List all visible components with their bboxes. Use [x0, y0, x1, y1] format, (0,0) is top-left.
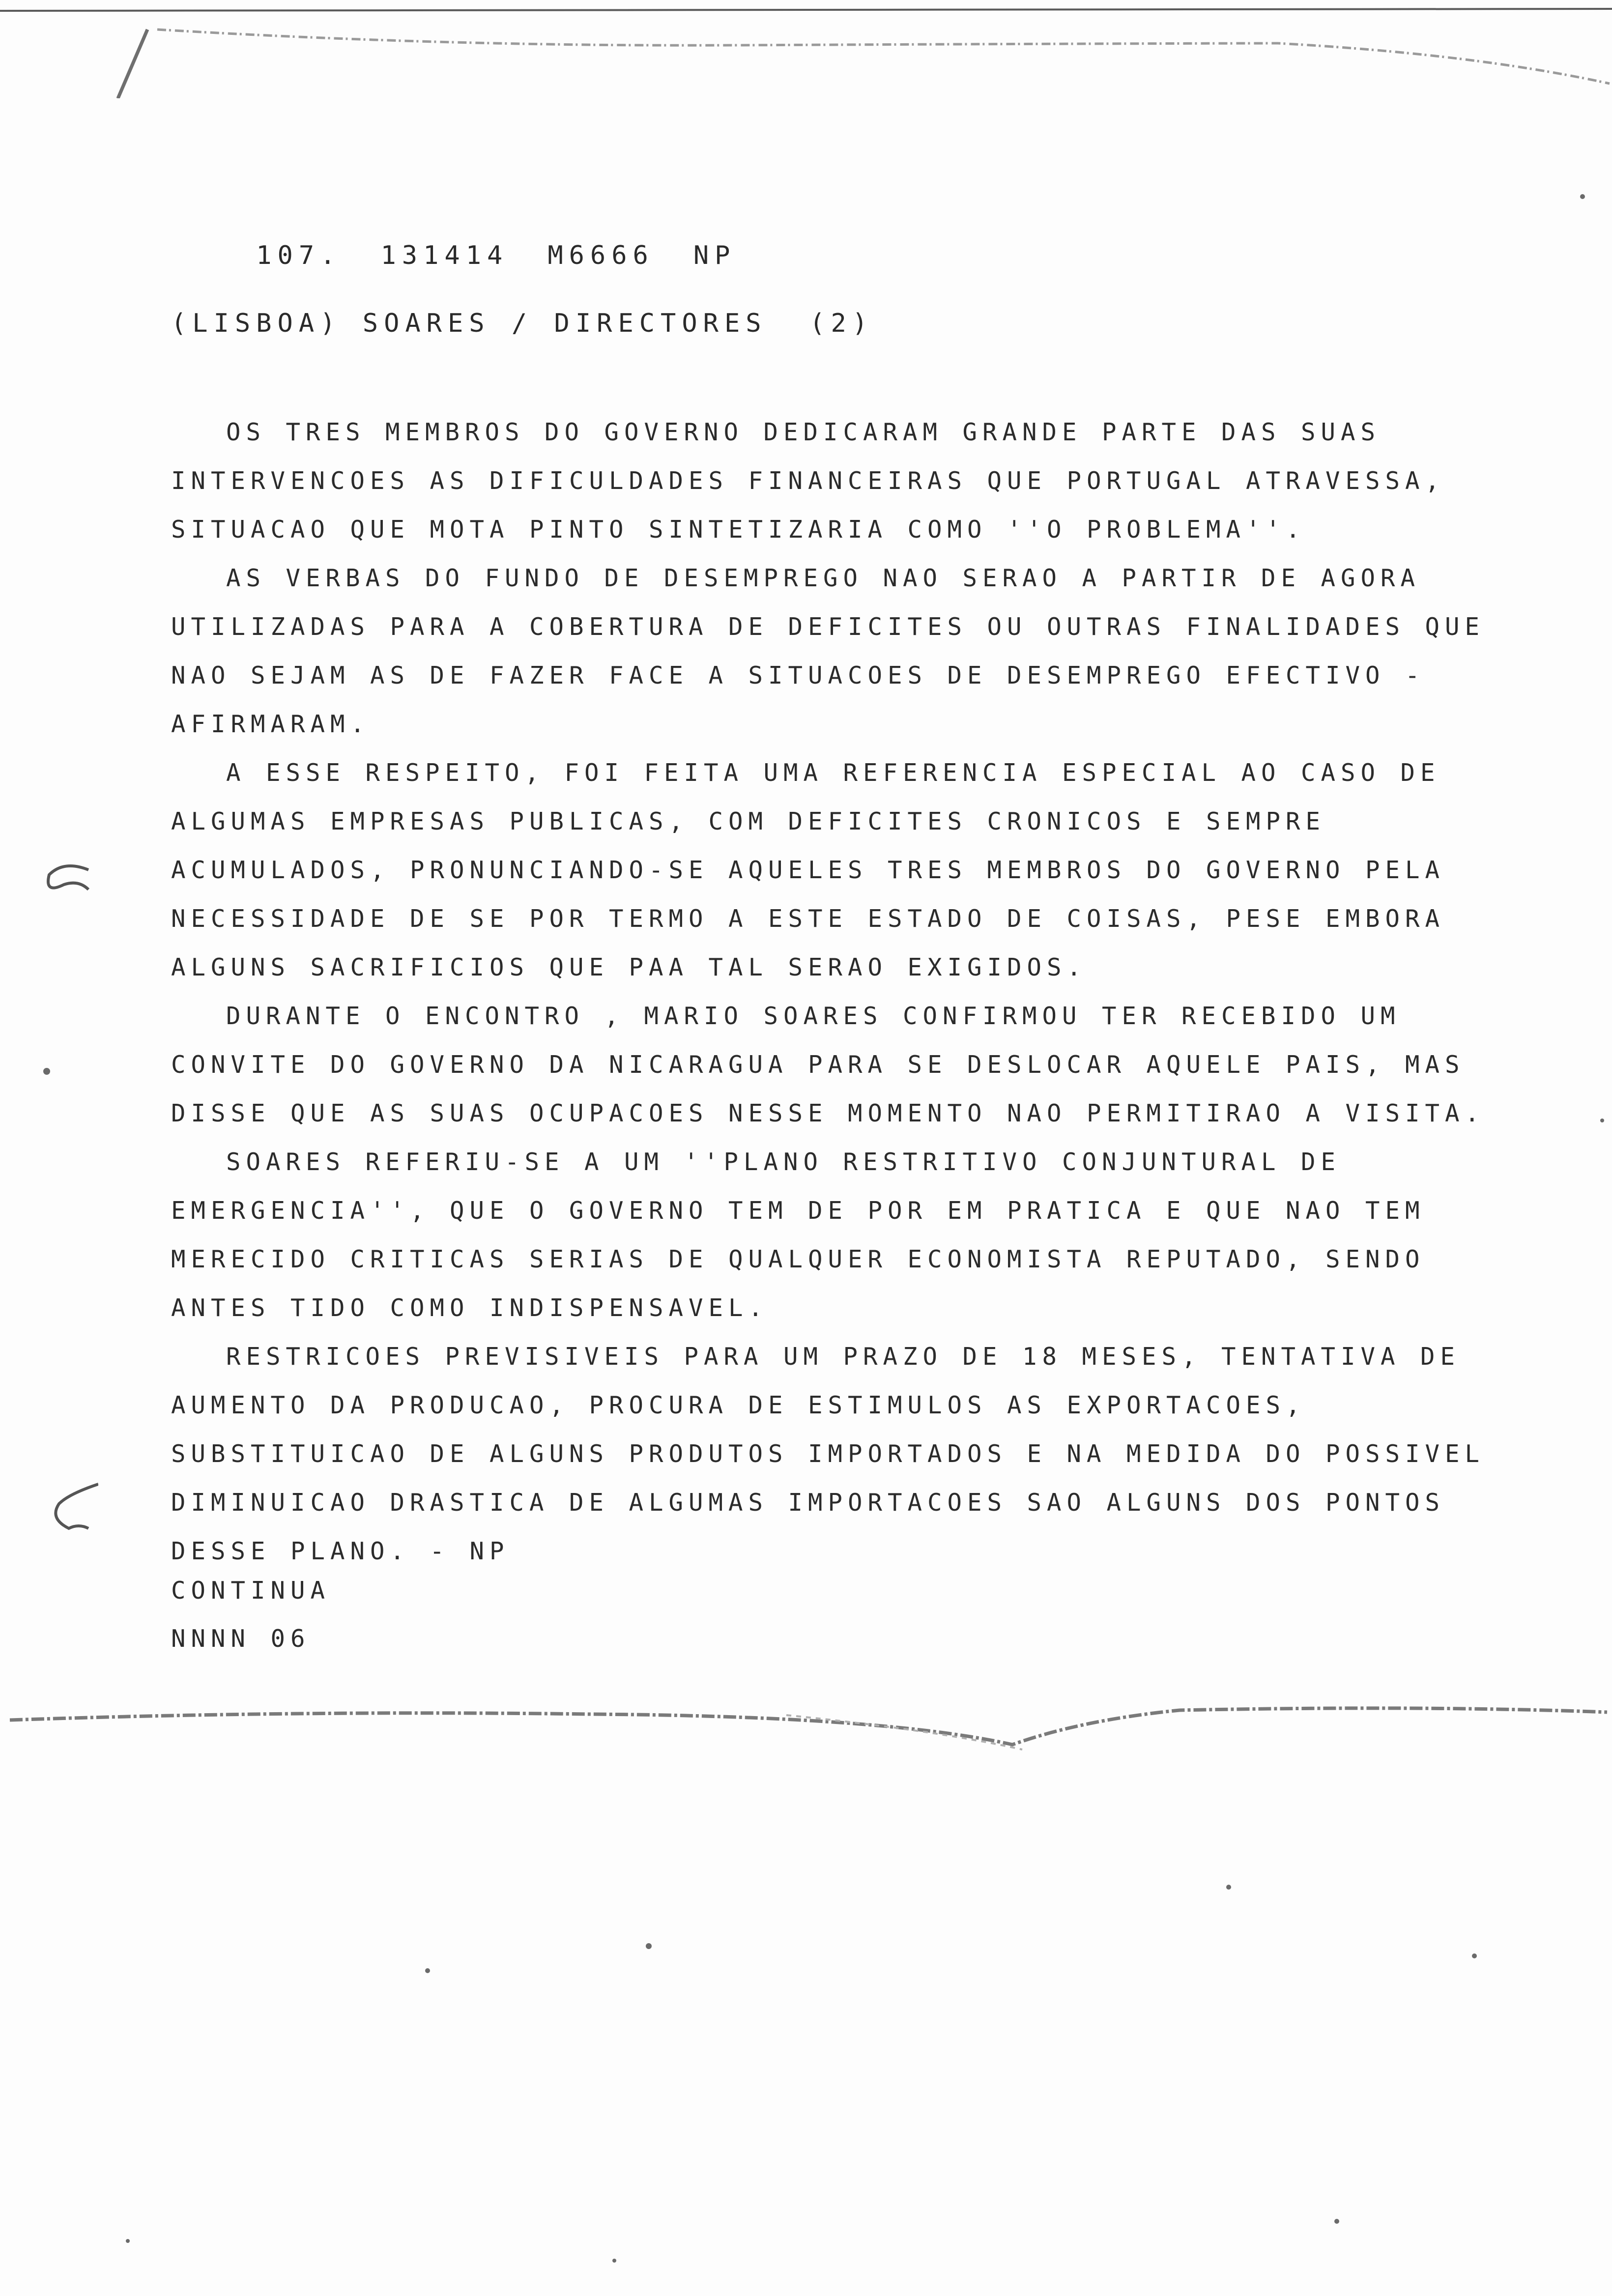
paragraph: RESTRICOES PREVISIVEIS PARA UM PRAZO DE 18 MESES, TENTATIVA DE AUMENTO DA PRODUCAO, PROCURA DE ESTIMULOS AS EXPORTACOES, SUBSTITUICAO DE ALGUNS PRODUTOS IMPORTADOS E NA MEDIDA DO POSSIVEL DIMINUICAO DRASTICA DE ALGUMAS IMPORTACOES SAO ALGUNS DOS PONTOS DESSE PLANO. - NP [171, 1343, 1485, 1565]
sequence-number: 107. [256, 241, 342, 270]
agency-code: NP [693, 241, 736, 270]
continuation-note: CONTINUA [171, 1577, 331, 1605]
message-id: M6666 [547, 241, 654, 270]
paragraph: SOARES REFERIU-SE A UM ''PLANO RESTRITIVO CONJUNTURAL DE EMERGENCIA'', QUE O GOVERNO TEM DE POR EM PRATICA E QUE NAO TEM MERECIDO CRITICAS SERIAS DE QUALQUER ECONOMISTA REPUTADO, SENDO ANTES TIDO COMO INDISPENSAVEL. [171, 1148, 1425, 1322]
time-code: 131414 [380, 241, 509, 270]
story-slug: (LISBOA) SOARES / DIRECTORES (2) [171, 309, 874, 338]
paragraph: OS TRES MEMBROS DO GOVERNO DEDICARAM GRANDE PARTE DAS SUAS INTERVENCOES AS DIFICULDADES FINANCEIRAS QUE PORTUGAL ATRAVESSA, SITUACAO QUE MOTA PINTO SINTETIZARIA COMO ''O PROBLEMA''. [171, 418, 1445, 544]
paragraph: AS VERBAS DO FUNDO DE DESEMPREGO NAO SERAO A PARTIR DE AGORA UTILIZADAS PARA A COBERTURA DE DEFICITES OU OUTRAS FINALIDADES QUE NAO SEJAM AS DE FAZER FACE A SITUACOES DE DESEMPREGO EFECTIVO - AFIRMARAM. [171, 564, 1485, 738]
end-marker: NNNN 06 [171, 1625, 311, 1653]
paragraph: A ESSE RESPEITO, FOI FEITA UMA REFERENCIA ESPECIAL AO CASO DE ALGUMAS EMPRESAS PUBLICAS, COM DEFICITES CRONICOS E SEMPRE ACUMULADOS, PRONUNCIANDO-SE AQUELES TRES MEMBROS DO GOVERNO PELA NECESSIDADE DE SE POR TERMO A ESTE ESTADO DE COISAS, PESE EMBORA ALGUNS SACRIFICIOS QUE PAA TAL SERAO EXIGIDOS. [171, 759, 1445, 981]
paragraph: DURANTE O ENCONTRO , MARIO SOARES CONFIRMOU TER RECEBIDO UM CONVITE DO GOVERNO DA NICARAGUA PARA SE DESLOCAR AQUELE PAIS, MAS DISSE QUE AS SUAS OCUPACOES NESSE MOMENTO NAO PERMITIRAO A VISITA. [171, 1002, 1485, 1127]
